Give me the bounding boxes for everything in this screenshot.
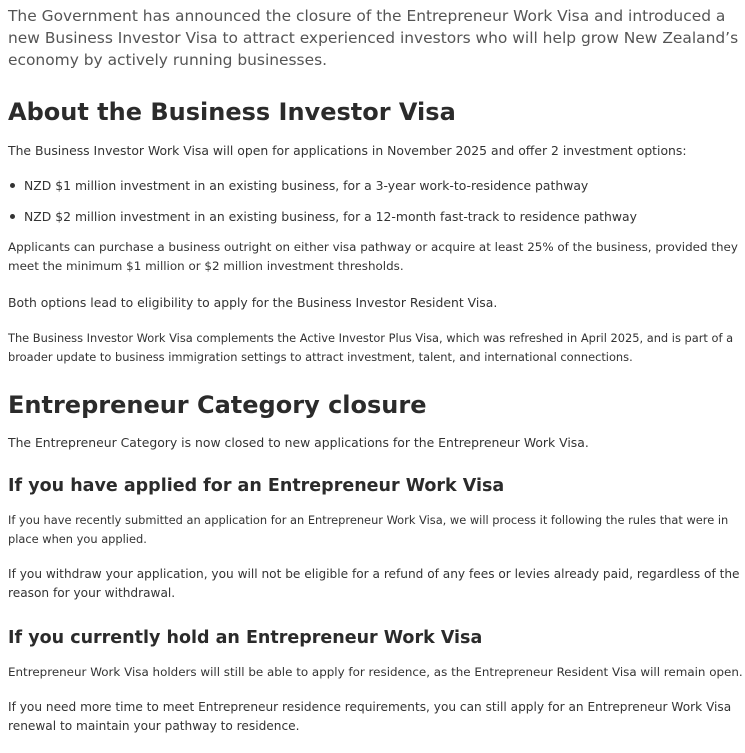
paragraph-line: Applicants can purchase a business outright on either visa pathway or acquire at least 25% of the business, provided they	[8, 240, 738, 254]
paragraph-line: The Business Investor Work Visa complements the Active Investor Plus Visa, which was refreshed in April 2025, and is part of a	[8, 331, 734, 345]
intro-paragraph	[8, 5, 738, 71]
paragraph-line: broader update to business immigration settings to attract investment, talent, and international connections.	[8, 350, 633, 364]
paragraph-line: place when you applied.	[8, 532, 147, 546]
bullet-icon	[10, 214, 15, 219]
processing-paragraph	[8, 511, 728, 549]
heading-currently-hold: If you currently hold an Entrepreneur Work Visa	[8, 628, 483, 648]
heading-business-investor-visa: About the Business Investor Visa	[8, 98, 456, 126]
list-item-text: NZD $1 million investment in an existing business, for a 3-year work-to-residence pathway	[24, 178, 589, 193]
paragraph-line: If you have recently submitted an application for an Entrepreneur Work Visa, we will process it following the rules that were in	[8, 513, 729, 527]
list-item	[8, 207, 637, 238]
renewal-paragraph	[8, 698, 731, 736]
list-item	[8, 176, 637, 207]
paragraph-line: If you need more time to meet Entrepreneur residence requirements, you can still apply for an Entrepreneur Work Visa	[8, 700, 732, 714]
investment-options-list	[8, 176, 637, 238]
intro-line: new Business Investor Visa to attract experienced investors who will help grow New Zealand’s	[8, 29, 739, 47]
purchase-paragraph	[8, 238, 738, 276]
paragraph-line: renewal to maintain your pathway to residence.	[8, 719, 300, 733]
intro-line: economy by actively running businesses.	[8, 51, 328, 69]
paragraph-line: meet the minimum $1 million or $2 million investment thresholds.	[8, 259, 404, 273]
intro-line: The Government has announced the closure of the Entrepreneur Work Visa and introduced a	[8, 7, 726, 25]
paragraph-line: reason for your withdrawal.	[8, 586, 176, 600]
heading-applied: If you have applied for an Entrepreneur Work Visa	[8, 476, 505, 496]
withdrawal-paragraph	[8, 565, 740, 603]
holders-paragraph: Entrepreneur Work Visa holders will still be able to apply for residence, as the Entrepreneur Resident Visa will remain open.	[8, 665, 743, 679]
paragraph-line: If you withdraw your application, you will not be eligible for a refund of any fees or levies already paid, regardless of the	[8, 567, 740, 581]
bullet-icon	[10, 183, 15, 188]
eligibility-paragraph: Both options lead to eligibility to apply for the Business Investor Resident Visa.	[8, 295, 498, 310]
list-item-text: NZD $2 million investment in an existing business, for a 12-month fast-track to residence pathway	[24, 209, 637, 224]
closure-paragraph: The Entrepreneur Category is now closed to new applications for the Entrepreneur Work Visa.	[8, 435, 589, 450]
heading-entrepreneur-closure: Entrepreneur Category closure	[8, 391, 427, 419]
complements-paragraph	[8, 329, 733, 367]
business-investor-intro: The Business Investor Work Visa will open for applications in November 2025 and offer 2 investment options:	[8, 143, 687, 158]
